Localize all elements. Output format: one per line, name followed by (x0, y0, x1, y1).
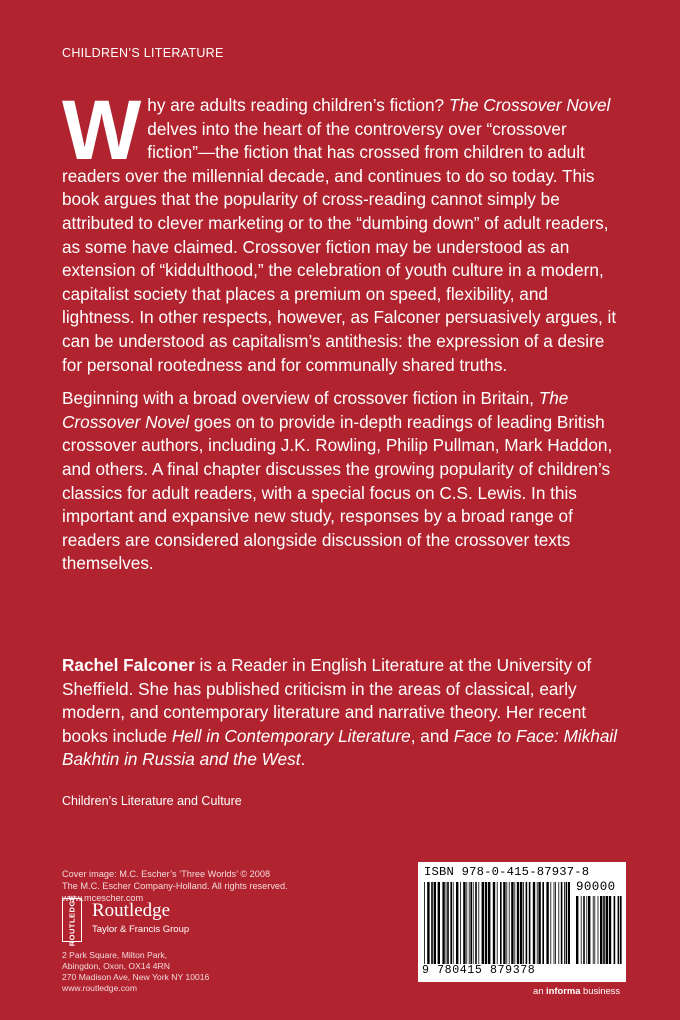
barcode-bar (529, 882, 531, 964)
barcode-bar (475, 882, 477, 964)
publisher-name: Routledge (92, 900, 171, 921)
informa-business-tagline: an informa business (533, 985, 621, 996)
barcode-bar (509, 882, 510, 964)
barcode-bar (609, 896, 611, 964)
barcode-bar (434, 882, 436, 964)
barcode-bar (542, 882, 544, 964)
barcode-bar (514, 882, 515, 964)
barcode-bar (546, 882, 548, 964)
barcode-bar (500, 882, 502, 964)
barcode-bar (511, 882, 513, 964)
barcode-bar (446, 882, 447, 964)
barcode-bar (576, 896, 578, 964)
barcode-bar (427, 882, 429, 964)
blurb-paragraph-2: Beginning with a broad overview of crossover fiction in Britain, The Crossover Novel goes on to provide in-depth readings of leading British crossover authors, including J.K. Rowling, Philip Pullman, Mark Haddon, and others. A final chapter discusses the growing popularity of children’s classics for adult readers, with a special focus on C.S. Lewis. In this important and expansive new study, responses by a broad range of readers are considered alongside discussion of the crossover texts themselves. (62, 388, 613, 574)
barcode-bar (614, 896, 616, 964)
book-title: The Crossover Novel (62, 388, 569, 432)
barcode-bar (424, 882, 425, 964)
author-book-title: Face to Face: Mikhail Bakhtin in Russia and the West (62, 725, 618, 770)
barcode-bar (618, 896, 620, 964)
barcode-bar (581, 896, 582, 964)
barcode-bar (488, 882, 490, 964)
barcode-bar (555, 882, 556, 964)
barcode-bar (523, 882, 524, 964)
barcode-bar (453, 882, 454, 964)
barcode-bar (598, 896, 599, 964)
barcode-bar (566, 882, 568, 964)
barcode-bar (526, 882, 528, 964)
barcode-bar (506, 882, 507, 964)
barcode-bar (538, 882, 540, 964)
author-book-title: Hell in Contemporary Literature (171, 725, 411, 746)
barcode-bar (550, 882, 551, 964)
barcode-bar (606, 896, 608, 964)
barcode-bar (450, 882, 452, 964)
barcode-bar (493, 882, 495, 964)
barcode-bar (466, 882, 467, 964)
barcode-bar (469, 882, 470, 964)
barcode-bar (554, 882, 555, 964)
barcode-bar (586, 896, 587, 964)
publisher-group: Taylor & Francis Group (92, 924, 190, 935)
barcode-bar (431, 882, 433, 964)
drop-cap: W (62, 83, 142, 177)
barcode-bar (473, 882, 474, 964)
barcode-bar (600, 896, 602, 964)
barcode-bar (447, 882, 449, 964)
barcode-bar (478, 882, 479, 964)
barcode-bar (463, 882, 465, 964)
barcode-bar (520, 882, 522, 964)
barcode-bar (558, 882, 559, 964)
barcode-bar (456, 882, 458, 964)
barcode-bar (603, 896, 605, 964)
barcode-bar (438, 882, 440, 964)
barcode-bar (485, 882, 487, 964)
barcode-bar (517, 882, 519, 964)
barcode-bar (497, 882, 498, 964)
barcode-bar (620, 896, 622, 964)
category-label: CHILDREN’S LITERATURE (62, 46, 224, 60)
barcode-bar (594, 896, 595, 964)
barcode-bar (470, 882, 472, 964)
isbn-number: ISBN 978-0-415-87937-8 (424, 865, 590, 879)
publisher-logo (62, 894, 262, 946)
series-name: Children’s Literature and Culture (62, 794, 242, 808)
book-blurb (62, 83, 622, 586)
blurb-paragraph-1: Why are adults reading children’s fiction? The Crossover Novel delves into the heart of the controversy over “crossover fiction”—the fiction that has crossed from children to adult readers over the millennial decade, and continues to do so today. This book argues that the popularity of cross-reading cannot simply be attributed to clever marketing or to the “dumbing down” of adult readers, as some have claimed. Crossover fiction may be understood as an extension of “kiddulthood,” the celebration of youth culture in a modern, capitalist society that places a premium on speed, flexibility, and lightness. In other respects, however, as Falconer persuasively argues, it can be understood as capitalism’s antithesis: the expression of a desire for personal rootedness and for communally shared truths. (62, 83, 617, 375)
ean-digits: 9 780415 879378 (422, 964, 536, 977)
ean-barcode-bars (424, 882, 570, 964)
barcode-bar (593, 896, 594, 964)
barcode-bar (503, 882, 505, 964)
cover-credits: Cover image: M.C. Escher’s ‘Three Worlds’ © 2008 The M.C. Escher Company-Holland. All rights reserved. www.mcescher.com (62, 869, 288, 903)
isbn-barcode (418, 862, 626, 982)
addon-barcode-bars (576, 896, 622, 964)
barcode-bar (588, 896, 590, 964)
barcode-bar (537, 882, 538, 964)
barcode-bar (583, 896, 585, 964)
barcode-bar (442, 882, 444, 964)
author-name: Rachel Falconer (62, 655, 195, 675)
routledge-logo-icon: ROUTLEDGE (62, 898, 82, 942)
barcode-bar (568, 882, 570, 964)
author-bio: Rachel Falconer is a Reader in English Literature at the University of Sheffield. She has published criticism in the areas of classical, early modern, and contemporary literature and narrative theory. Her recent books include Hell in Contemporary Literature, and Face to Face: Mikhail Bakhtin in Russia and the West. (62, 655, 618, 770)
barcode-addon-digits: 90000 (576, 880, 616, 894)
barcode-bar (561, 882, 563, 964)
barcode-bar (460, 882, 461, 964)
barcode-bar (533, 882, 535, 964)
barcode-bar (482, 882, 484, 964)
barcode-bar (564, 882, 565, 964)
book-title: The Crossover Novel (448, 95, 611, 115)
publisher-address: 2 Park Square, Milton Park, Abingdon, Oxon, OX14 4RN 270 Madison Ave, New York NY 10016 www.routledge.com (62, 950, 210, 993)
